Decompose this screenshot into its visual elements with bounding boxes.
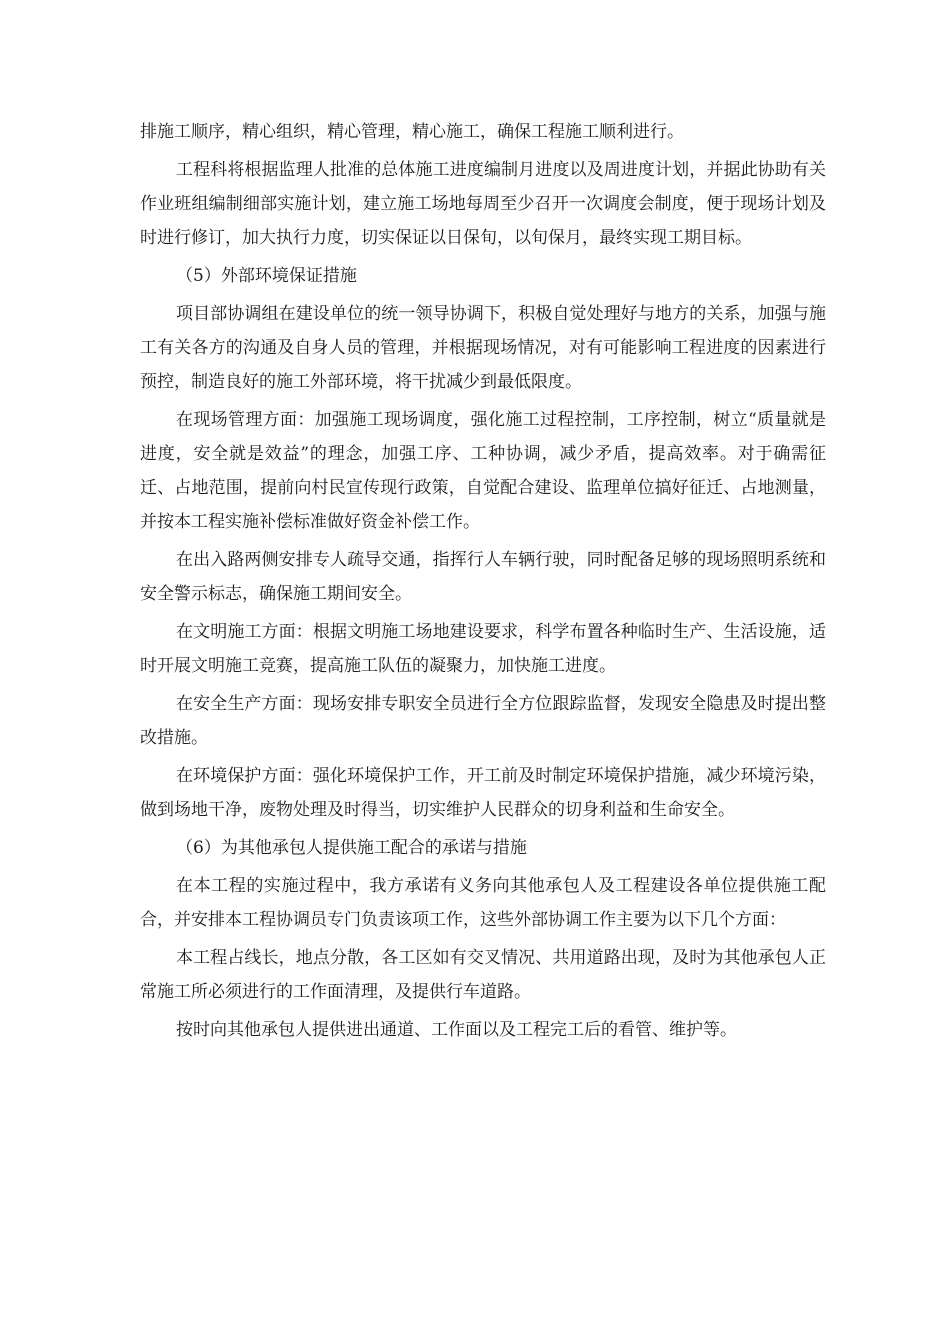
paragraph-safety: 在安全生产方面：现场安排专职安全员进行全方位跟踪监督，发现安全隐患及时提出整改措施。 <box>140 694 826 748</box>
paragraph-continuation: 排施工顺序，精心组织，精心管理，精心施工，确保工程施工顺利进行。 <box>140 122 684 142</box>
paragraph-coordination: 项目部协调组在建设单位的统一领导协调下，积极自觉处理好与地方的关系，加强与施工有关各方的沟通及自身人员的管理，并根据现场情况，对有可能影响工程进度的因素进行预控，制造良好的施工外部环境，将干扰减少到最低限度。 <box>140 304 826 392</box>
paragraph-civilized-construction: 在文明施工方面：根据文明施工场地建设要求，科学布置各种临时生产、生活设施，适时开展文明施工竞赛，提高施工队伍的凝聚力，加快施工进度。 <box>140 622 826 676</box>
paragraph-site-management: 在现场管理方面：加强施工现场调度，强化施工过程控制，工序控制，树立“质量就是进度，安全就是效益”的理念，加强工序、工种协调，减少矛盾，提高效率。对于确需征迁、占地范围，提前向村民宣传现行政策，自觉配合建设、监理单位搞好征迁、占地测量，并按本工程实施补偿标准做好资金补偿工作。 <box>140 410 826 532</box>
section-heading-6: （6）为其他承包人提供施工配合的承诺与措施 <box>176 838 527 858</box>
section-heading-5: （5）外部环境保证措施 <box>176 266 357 286</box>
paragraph-traffic: 在出入路两侧安排专人疏导交通，指挥行人车辆行驶，同时配备足够的现场照明系统和安全警示标志，确保施工期间安全。 <box>140 550 826 604</box>
paragraph-environment: 在环境保护方面：强化环境保护工作，开工前及时制定环境保护措施，减少环境污染，做到场地干净，废物处理及时得当，切实维护人民群众的切身利益和生命安全。 <box>140 766 826 820</box>
document-body <box>140 115 826 1051</box>
paragraph-work-area: 本工程占线长，地点分散，各工区如有交叉情况、共用道路出现，及时为其他承包人正常施工所必须进行的工作面清理，及提供行车道路。 <box>140 948 826 1002</box>
paragraph-access: 按时向其他承包人提供进出通道、工作面以及工程完工后的看管、维护等。 <box>176 1020 737 1040</box>
paragraph-commitment: 在本工程的实施过程中，我方承诺有义务向其他承包人及工程建设各单位提供施工配合，并安排本工程协调员专门负责该项工作，这些外部协调工作主要为以下几个方面： <box>140 876 826 930</box>
paragraph-schedule-plan: 工程科将根据监理人批准的总体施工进度编制月进度以及周进度计划，并据此协助有关作业班组编制细部实施计划，建立施工场地每周至少召开一次调度会制度，便于现场计划及时进行修订，加大执行力度，切实保证以日保旬，以旬保月，最终实现工期目标。 <box>140 160 826 248</box>
